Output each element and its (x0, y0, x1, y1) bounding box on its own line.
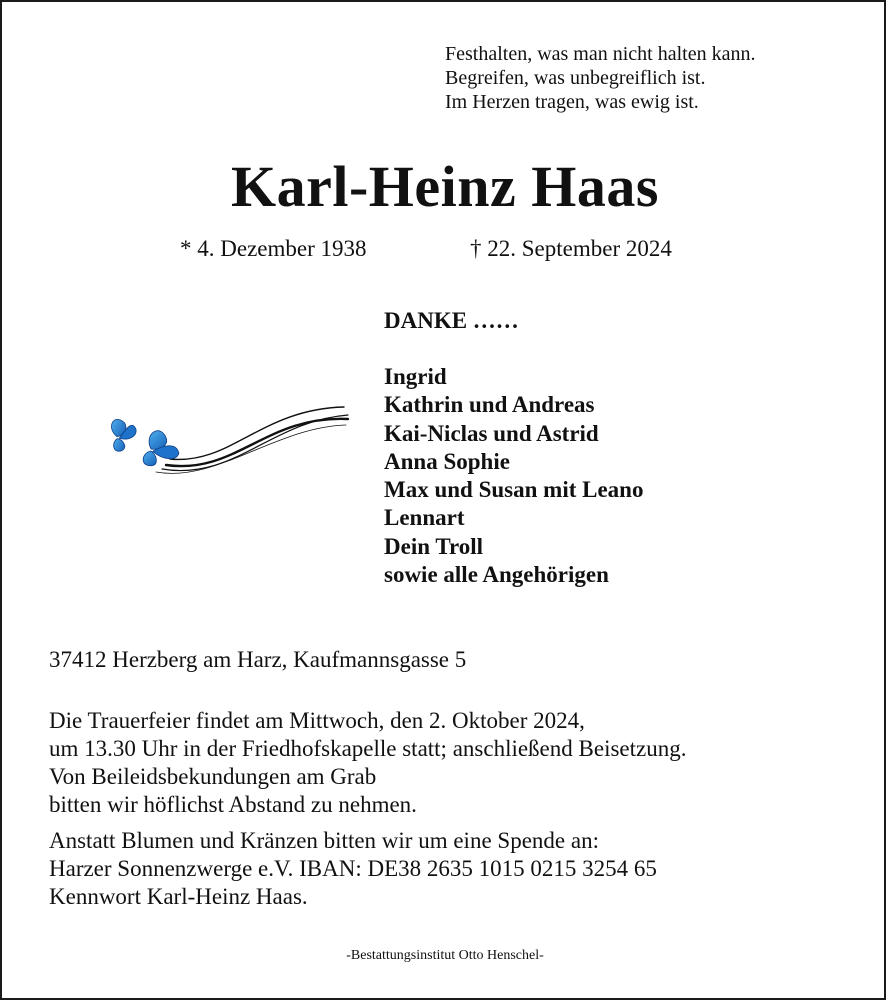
birth-date: * 4. Dezember 1938 (180, 236, 367, 261)
motto-line: Begreifen, was unbegreiflich ist. (445, 67, 706, 89)
butterflies-with-swoosh-icon (96, 397, 352, 477)
ceremony-line: Die Trauerfeier findet am Mittwoch, den 2. Oktober 2024, (49, 708, 585, 733)
ceremony-notice (49, 707, 686, 819)
motto-verse (445, 42, 845, 114)
death-date: † 22. September 2024 (470, 236, 672, 261)
address-line: 37412 Herzberg am Harz, Kaufmannsgasse 5 (49, 647, 467, 672)
signer-name: Ingrid (384, 364, 447, 389)
donation-line: Kennwort Karl-Heinz Haas. (49, 884, 308, 909)
donation-notice (49, 827, 657, 911)
swoosh-lines (156, 407, 348, 473)
ceremony-line: um 13.30 Uhr in der Friedhofskapelle statt; anschließend Beisetzung. (49, 736, 687, 761)
signer-name: Lennart (384, 505, 465, 531)
signer-name: sowie alle Angehörigen (384, 562, 609, 588)
signer-name: Anna Sophie (384, 448, 510, 474)
signer-name: Dein Troll (384, 533, 484, 559)
signer-name: Max und Susan mit Leano (384, 477, 644, 503)
ceremony-line: bitten wir höflichst Abstand zu nehmen. (49, 792, 417, 817)
ceremony-line: Von Beileidsbekundungen am Grab (49, 764, 377, 789)
thanks-heading: DANKE …… (384, 308, 519, 333)
deceased-name: Karl-Heinz Haas (231, 154, 659, 219)
donation-line: Harzer Sonnenzwerge e.V. IBAN: DE38 2635 1015 0215 3254 65 (49, 856, 657, 881)
donation-line: Anstatt Blumen und Kränzen bitten wir um eine Spende an: (49, 828, 599, 853)
butterfly-left (109, 416, 139, 452)
signer-name: Kai-Niclas und Astrid (384, 420, 599, 446)
signer-name: Kathrin und Andreas (384, 392, 595, 418)
signers-list (384, 363, 643, 589)
butterfly-right (142, 429, 181, 469)
motto-line: Festhalten, was man nicht halten kann. (445, 43, 756, 65)
motto-line: Im Herzen tragen, was ewig ist. (445, 91, 699, 113)
funeral-home-credit: -Bestattungsinstitut Otto Henschel- (346, 948, 544, 963)
